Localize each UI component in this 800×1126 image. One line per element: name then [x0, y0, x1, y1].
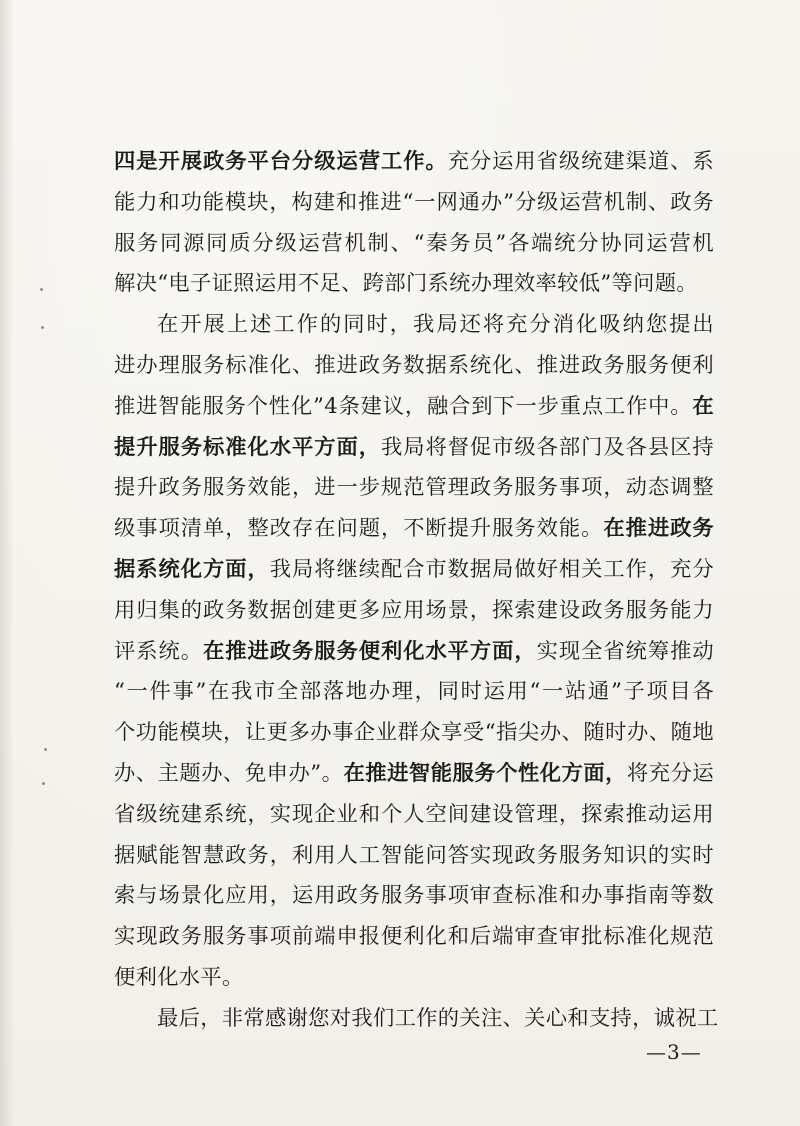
- scan-speck: [42, 782, 45, 785]
- text-run: 充分运用省级统建渠道、系: [447, 149, 714, 174]
- text-line: [114, 591, 714, 632]
- text-line: [114, 713, 714, 754]
- text-line: [114, 550, 714, 591]
- text-line: [114, 917, 714, 958]
- text-run: 服务同源同质分级运营机制、“秦务员”各端统分协同运营机: [114, 230, 714, 256]
- bold-text-run: 据系统化方面，: [114, 556, 270, 582]
- text-run: 我局将督促市级各部门及各县区持: [380, 434, 714, 460]
- text-run: 最后，非常感谢您对我们工作的关注、关心和支持，诚祝工: [157, 1005, 719, 1031]
- text-line: [114, 224, 714, 265]
- scan-speck: [40, 288, 43, 291]
- text-run: 用归集的政务数据创建更多应用场景，探索建设政务服务能力: [114, 597, 714, 623]
- text-run: 办、主题办、免申办”。: [114, 760, 344, 786]
- text-run: 实现全省统筹推动: [536, 638, 714, 664]
- text-run: 将充分运: [626, 760, 714, 786]
- scan-speck: [41, 326, 44, 329]
- text-line: [114, 183, 714, 224]
- scan-edge-shadow: [0, 0, 14, 1126]
- paragraph: [114, 305, 714, 999]
- text-line: [114, 142, 714, 183]
- text-line: [114, 999, 719, 1040]
- text-run: 能力和功能模块，构建和推进“一网通办”分级运营机制、政务: [114, 189, 714, 215]
- text-run: 实现政务服务事项前端申报便利化和后端审查审批标准化规范: [114, 924, 714, 950]
- scan-speck: [44, 748, 47, 751]
- text-run: 便利化水平。: [114, 964, 244, 990]
- text-line: [114, 264, 714, 305]
- text-line: [114, 346, 714, 387]
- text-run: 据赋能智慧政务，利用人工智能问答实现政务服务知识的实时: [114, 842, 714, 868]
- text-run: 推进智能服务个性化”4条建议，融合到下一步重点工作中。: [114, 393, 693, 419]
- text-run: 进办理服务标准化、推进政务数据系统化、推进政务服务便利: [114, 352, 714, 378]
- bold-text-run: 在推进智能服务个性化方面，: [343, 760, 627, 786]
- text-run: 评系统。: [114, 638, 203, 664]
- text-run: 省级统建系统，实现企业和个人空间建设管理，探索推动运用: [114, 801, 714, 827]
- text-line: [114, 632, 714, 673]
- text-run: 在开展上述工作的同时，我局还将充分消化吸纳您提出: [157, 312, 714, 338]
- text-line: [114, 509, 714, 550]
- bold-text-run: 提升服务标准化水平方面，: [114, 434, 381, 460]
- page-number: —3—: [646, 1040, 702, 1064]
- text-line: [114, 754, 714, 795]
- letter-body: [114, 142, 719, 1040]
- bold-text-run: 在推进政务服务便利化水平方面，: [202, 638, 537, 664]
- text-line: [114, 468, 714, 509]
- bold-text-run: 四是开展政务平台分级运营工作。: [114, 149, 448, 174]
- bold-text-run: 在推进政务: [603, 516, 714, 542]
- paragraph: [114, 142, 714, 305]
- text-run: 解决“电子证照运用不足、跨部门系统办理效率较低”等问题。: [114, 271, 698, 297]
- text-run: 个功能模块，让更多办事企业群众享受“指尖办、随时办、随地: [114, 720, 714, 746]
- text-line: [114, 672, 714, 713]
- text-run: 索与场景化应用，运用政务服务事项审查标准和办事指南等数: [114, 883, 714, 909]
- text-line: [114, 387, 714, 428]
- text-run: 我局将继续配合市数据局做好相关工作，充分: [269, 556, 714, 582]
- text-run: “一件事”在我市全部落地办理，同时运用“一站通”子项目各: [114, 679, 714, 705]
- text-run: 级事项清单，整改存在问题，不断提升服务效能。: [114, 516, 604, 542]
- text-line: [114, 876, 714, 917]
- text-run: 提升政务服务效能，进一步规范管理政务服务事项，动态调整: [114, 475, 714, 501]
- paragraph: [114, 999, 719, 1040]
- text-line: [114, 836, 714, 877]
- text-line: [114, 958, 714, 999]
- text-line: [114, 795, 714, 836]
- text-line: [114, 428, 714, 469]
- text-line: [114, 305, 714, 346]
- bold-text-run: 在: [692, 393, 714, 419]
